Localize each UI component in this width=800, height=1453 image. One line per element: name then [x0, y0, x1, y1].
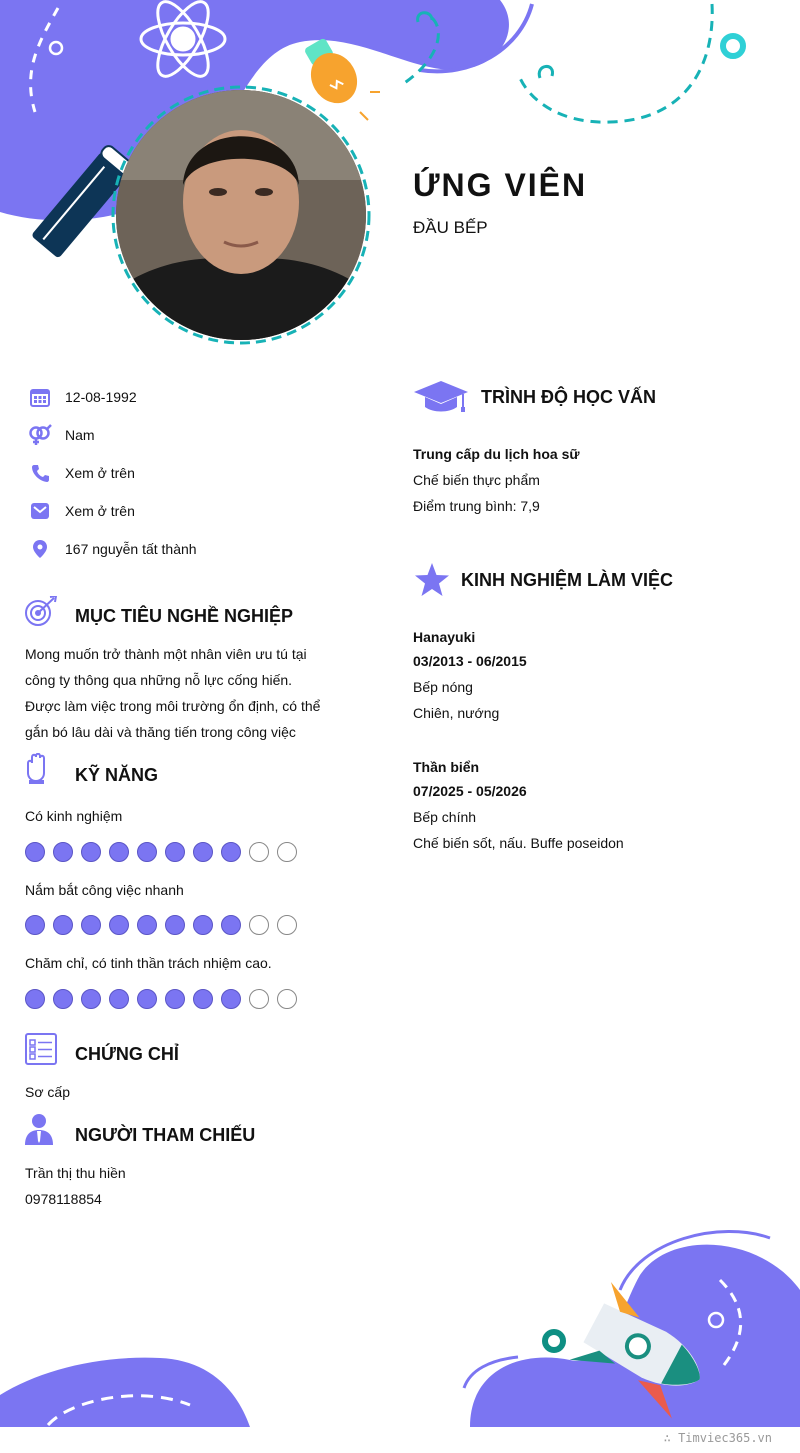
rating-dot-empty: [277, 842, 297, 862]
candidate-name: ỨNG VIÊN: [413, 167, 588, 203]
objective-line: Mong muốn trở thành một nhân viên ưu tú tại: [25, 646, 307, 662]
reference-phone: 0978118854: [25, 1191, 102, 1207]
skill-rating: [25, 842, 297, 862]
skills-title: KỸ NĂNG: [75, 765, 159, 785]
candidate-photo: [116, 90, 366, 340]
rating-dot-filled: [25, 915, 45, 935]
email-icon: [28, 499, 52, 523]
objective-line: công ty thông qua những nỗ lực cống hiến.: [25, 672, 293, 688]
checklist-icon: [25, 1033, 57, 1065]
rating-dot-filled: [193, 915, 213, 935]
job-role: Bếp chính: [413, 809, 477, 825]
experience-item: [413, 624, 773, 726]
job-company: Hanayuki: [413, 629, 476, 645]
teal-ring-icon: [545, 1332, 563, 1350]
target-icon: [24, 596, 58, 628]
skill-name: Chăm chỉ, có tinh thần trách nhiệm cao.: [25, 955, 272, 971]
rating-dot-filled: [165, 989, 185, 1009]
email-value: Xem ở trên: [65, 503, 135, 519]
skill-rating: [25, 915, 297, 935]
rating-dot-filled: [137, 915, 157, 935]
gender-row: [28, 423, 95, 447]
certificates-title: CHỨNG CHỈ: [75, 1044, 179, 1064]
skill-name: Có kinh nghiệm: [25, 808, 123, 824]
rating-dot-filled: [81, 842, 101, 862]
job-description: Chiên, nướng: [413, 705, 500, 721]
person-icon: [25, 1113, 53, 1145]
certificate-item: Sơ cấp: [25, 1084, 70, 1100]
rating-dot-filled: [221, 915, 241, 935]
rating-dot-filled: [109, 842, 129, 862]
rating-dot-empty: [249, 989, 269, 1009]
phone-row: [28, 461, 135, 485]
experience-title: KINH NGHIỆM LÀM VIỆC: [461, 570, 674, 590]
objective-text: [25, 641, 325, 745]
rating-dot-filled: [109, 989, 129, 1009]
rating-dot-empty: [277, 915, 297, 935]
footer-decoration: [0, 1220, 800, 1432]
gender-icon: [28, 423, 52, 447]
job-company: Thần biển: [413, 759, 480, 775]
email-row: [28, 499, 135, 523]
rating-dot-filled: [137, 989, 157, 1009]
birthdate-row: [28, 385, 137, 409]
job-period: 07/2025 - 05/2026: [413, 783, 527, 799]
phone-value: Xem ở trên: [65, 465, 135, 481]
candidate-position: ĐẦU BẾP: [413, 218, 488, 237]
teal-ring-icon: [723, 36, 743, 56]
rating-dot-filled: [165, 915, 185, 935]
star-icon: [414, 563, 450, 597]
rating-dot-filled: [165, 842, 185, 862]
job-description: Chế biến sốt, nấu. Buffe poseidon: [413, 835, 624, 851]
rating-dot-filled: [53, 989, 73, 1009]
job-period: 03/2013 - 06/2015: [413, 653, 527, 669]
phone-icon: [28, 461, 52, 485]
objective-title: MỤC TIÊU NGHỀ NGHIỆP: [75, 606, 294, 626]
rating-dot-filled: [81, 915, 101, 935]
objective-line: gắn bó lâu dài và thăng tiến trong công việc: [25, 724, 296, 740]
rating-dot-filled: [221, 842, 241, 862]
address-value: 167 nguyễn tất thành: [65, 541, 197, 557]
education-major: Chế biến thực phẩm: [413, 472, 540, 488]
rating-dot-filled: [221, 989, 241, 1009]
skill-rating: [25, 989, 297, 1009]
education-title: TRÌNH ĐỘ HỌC VẤN: [481, 387, 656, 407]
rating-dot-filled: [137, 842, 157, 862]
education-gpa: Điểm trung bình: 7,9: [413, 498, 540, 514]
birthdate-value: 12-08-1992: [65, 389, 137, 405]
graduation-cap-icon: [413, 380, 469, 414]
teal-dashed-arc: [520, 4, 712, 122]
rating-dot-empty: [249, 915, 269, 935]
skill-name: Nắm bắt công việc nhanh: [25, 882, 184, 898]
experience-item: [413, 754, 773, 856]
objective-line: Được làm việc trong môi trường ổn định, có thể: [25, 698, 321, 714]
rating-dot-filled: [25, 842, 45, 862]
gender-value: Nam: [65, 427, 95, 443]
rating-dot-empty: [249, 842, 269, 862]
reference-name: Trần thị thu hiền: [25, 1165, 126, 1181]
hand-icon: [25, 753, 49, 785]
rating-dot-filled: [53, 842, 73, 862]
rating-dot-filled: [81, 989, 101, 1009]
rating-dot-filled: [193, 989, 213, 1009]
watermark: ∴ Timviec365.vn: [663, 1431, 772, 1445]
education-school: Trung cấp du lịch hoa sữ: [413, 446, 580, 462]
rating-dot-filled: [53, 915, 73, 935]
rating-dot-filled: [25, 989, 45, 1009]
education-details: [413, 441, 773, 519]
rating-dot-empty: [277, 989, 297, 1009]
rating-dot-filled: [109, 915, 129, 935]
job-role: Bếp nóng: [413, 679, 473, 695]
reference-text: [25, 1160, 126, 1212]
calendar-icon: [28, 385, 52, 409]
references-title: NGƯỜI THAM CHIẾU: [75, 1125, 256, 1145]
location-pin-icon: [28, 537, 52, 561]
address-row: [28, 537, 197, 561]
bottom-left-blob: [0, 1358, 250, 1427]
rating-dot-filled: [193, 842, 213, 862]
